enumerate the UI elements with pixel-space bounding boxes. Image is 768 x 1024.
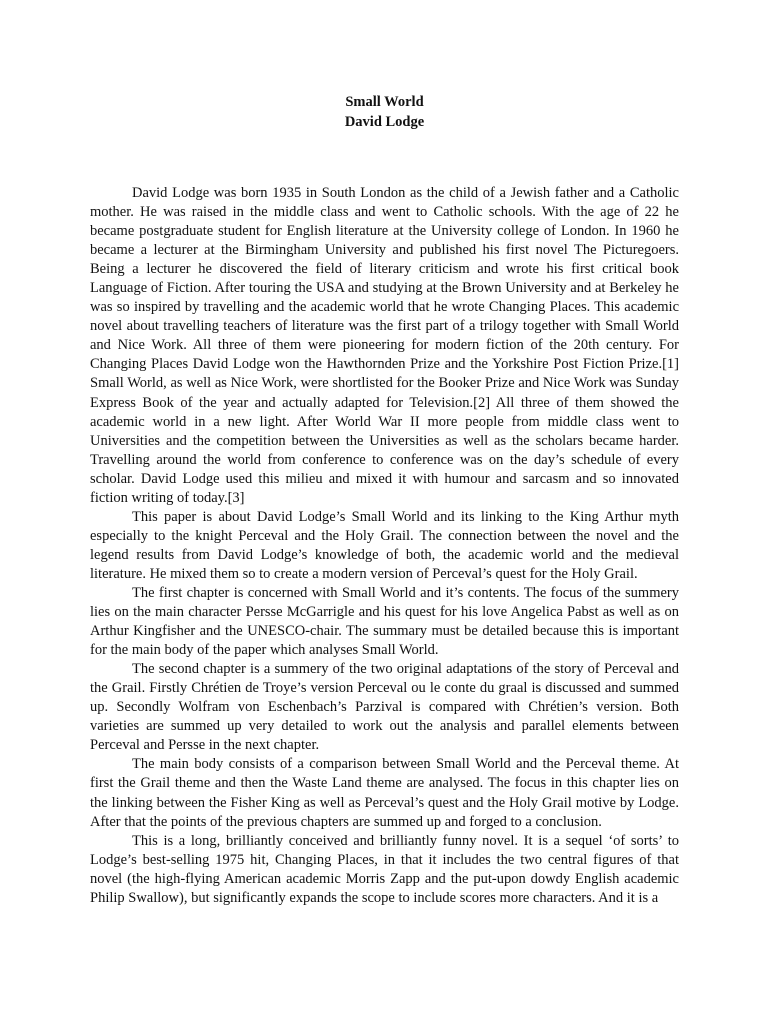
document-title: Small World (345, 94, 424, 110)
paragraph-review: This is a long, brilliantly conceived and brilliantly funny novel. It is a sequel ‘of sorts’ to Lodge’s best-selling 1975 hit, Changing Places, in that it includes the two central figures of that novel (the high-flying American academic Morris Zapp and the put-upon dowdy English academic Philip Swallow), but significantly expands the scope to include scores more characters. And it is a (90, 832, 679, 906)
paragraph-paper-topic: This paper is about David Lodge’s Small World and its linking to the King Arthur myth especially to the knight Perceval and the Holy Grail. The connection between the novel and the legend results from David Lodge’s knowledge of both, the academic world and the medieval literature. He mixed them so to create a modern version of Perceval’s quest for the Holy Grail. (90, 508, 679, 582)
title-block (90, 92, 679, 132)
paragraph-chapter-one: The first chapter is concerned with Small World and it’s contents. The focus of the summery lies on the main character Persse McGarrigle and his quest for his love Angelica Pabst as well as on Arthur Kingfisher and the UNESCO-chair. The summary must be detailed because this is important for the main body of the paper which analyses Small World. (90, 584, 679, 659)
document-author: David Lodge (344, 114, 425, 130)
body-text (90, 184, 679, 908)
document-page (90, 92, 679, 908)
paragraph-main-body: The main body consists of a comparison between Small World and the Perceval theme. At first the Grail theme and then the Waste Land theme are analysed. The focus in this chapter lies on the linking between the Fisher King as well as Perceval’s quest and the Holy Grail motive by Lodge. After that the points of the previous chapters are summed up and forged to a conclusion. (90, 756, 679, 830)
paragraph-chapter-two: The second chapter is a summery of the two original adaptations of the story of Perceval and the Grail. Firstly Chrétien de Troye’s version Perceval ou le conte du graal is discussed and summed up. Secondly Wolfram von Eschenbach’s Parzival is compared with Chrétien’s version. Both varieties are summed up very detailed to work out the analysis and parallel elements between Perceval and Persse in the next chapter. (90, 661, 679, 754)
paragraph-biography: David Lodge was born 1935 in South London as the child of a Jewish father and a Catholic mother. He was raised in the middle class and went to Catholic schools. With the age of 22 he became postgraduate student for English literature at the University college of London. In 1960 he became a lecturer at the Birmingham University and published his first novel The Picturegoers. Being a lecturer he discovered the field of literary criticism and wrote his first critical book Language of Fiction. After touring the USA and studying at the Brown University and at Berkeley he was so inspired by travelling and the academic world that he wrote Changing Places. This academic novel about travelling teachers of literature was the first part of a trilogy together with Small World and Nice Work. All three of them were pioneering for modern fiction of the 20th century. For Changing Places David Lodge won the Hawthornden Prize and the Yorkshire Post Fiction Prize.[1] Small World, as well as Nice Work, were shortlisted for the Booker Prize and Nice Work was Sunday Express Book of the year and actually adapted for Television.[2] All three of them showed the academic world in a new light. After World War II more people from middle class went to Universities and the competition between the Universities as well as the scholars became harder. Travelling around the world from conference to conference was on the day’s schedule of every scholar. David Lodge used this milieu and mixed it with humour and sarcasm and so innovated fiction writing of today.[3] (90, 185, 679, 506)
